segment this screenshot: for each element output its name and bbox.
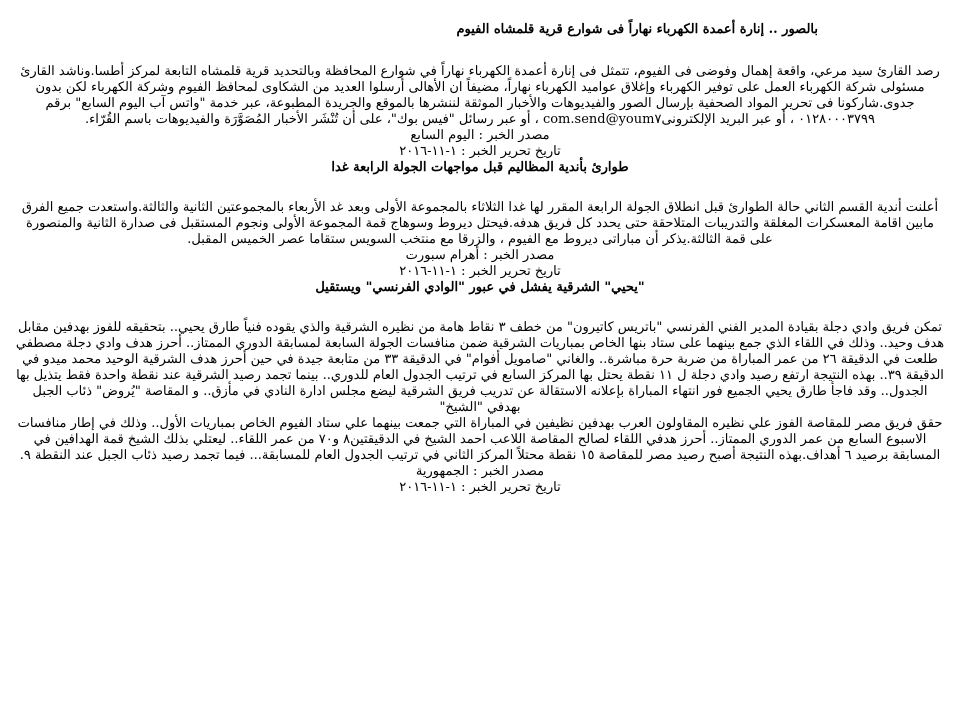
article-paragraph: تمكن فريق وادي دجلة بقيادة المدير الفني الفرنسي "باتريس كاتيرون" من خطف ٣ نقاط هامة من نظيره الشرقية والذي يقوده فنياً طارق يحيي.. بتحقيقه للفوز بهدفين مقابل هدف وحيد.. وذلك في اللقاء الذي جمع بينهما على ستاد بنها الخاص بمباريات الشرقية ضمن منافسات الجولة السابعة لمسابقة الدوري الممتاز.. أحرز هدف وادي دجلة مصطفي طلعت في الدقيقة ٢٦ من عمر المباراة من ضربة حرة مباشرة.. والغاني "صامويل أفوام" في الدقيقة ٣٣ من متابعة جيدة في حين أحرز هدف الشرقية الوحيد محمد ميدو في الدقيقة ٣٩.. بهذه النتيجة ارتفع رصيد وادي دجلة ل ١١ نقطة يحتل بها المركز السابع في ترتيب الجدول العام للدوري.. بينما تجمد رصيد الشرقية عند نقطة واحدة فقط يتذيل بها الجدول.. وقد فاجأ طارق يحيي الجميع فور انتهاء المباراة بإعلانه الاستقالة عن تدريب فريق الشرقية ليضع مجلس ادارة النادي في مأزق.. و المقاصة "يُروض" ذئاب الجبل بهدفي "الشيخ" [15,320,945,415]
article-sharqia-match [14,280,946,496]
article-date: تاريخ تحرير الخبر : ١-١١-٢٠١٦ [399,144,561,159]
article-date: تاريخ تحرير الخبر : ١-١١-٢٠١٦ [399,480,561,495]
article-source: مصدر الخبر : اليوم السابع [410,128,550,143]
article-second-division [14,160,946,280]
article-source: مصدر الخبر : أهرام سبورت [405,248,555,263]
article-electric-poles [14,22,946,160]
article-paragraph: حقق فريق مصر للمقاصة الفوز علي نظيره المقاولون العرب بهدفين نظيفين في المباراة التي جمعت بينهما علي ستاد الفيوم الخاص بمباريات الأول.. وذلك في إطار منافسات الاسبوع السابع من عمر الدوري الممتاز.. أحرز هدفي اللقاء لصالح المقاصة اللاعب احمد الشيخ في الدقيقتين٨ و٧٠ من عمر اللقاء.. ليعتلي بذلك الشيخ قمة الهدافين في المسابقة برصيد ٦ أهداف.بهذه النتيجة أصبح رصيد مصر للمقاصة ١٥ نقطة محتلاً المركز الثاني في ترتيب الجدول العام للمسابقة... فيما تجمد رصيد ذئاب الجبل عند النقطة ٩. [17,416,943,463]
article-source: مصدر الخبر : الجمهورية [415,464,545,479]
article-paragraph: رصد القارئ سيد مرعي، واقعة إهمال وفوضى فى الفيوم، تتمثل فى إنارة أعمدة الكهرباء نهاراً في شوارع المحافظة وبالتحديد قرية قلمشاه التابعة لمركز أطسا.وناشد القارئ مسئولى شركة الكهرباء العمل على توفير الكهرباء وإغلاق عواميد الكهرباء نهاراً، مضيفاً ان الأهالى أرسلوا العديد من الشكاوى لمحافظ الفيوم وشركة الكهرباء لكن بدون جدوى.شاركونا فى تحرير المواد الصحفية بإرسال الصور والفيديوهات والأخبار الموثقة لننشرها بالموقع والجريدة المطبوعة، عبر خدمة "واتس آب اليوم السابع" برقم ٠١٢٨٠٠٠٣٧٩٩ ، أو عبر البريد الإلكترونىsend@youm٧.com ، أو عبر رسائل "فيس بوك"، على أن تُنْشَر الأخبار المُصَوَّرَة والفيديوهات باسم القُرّاء. [20,64,940,127]
article-title: طوارئ بأندية المظاليم قبل مواجهات الجولة الرابعة غدا [331,160,629,175]
article-title: "يحيي" الشرقية يفشل في عبور "الوادي الفرنسي" ويستقيل [315,280,645,295]
article-paragraph: أعلنت أندية القسم الثاني حالة الطوارئ قبل انطلاق الجولة الرابعة المقرر لها غدا الثلاثاء بالمجموعة الأولى وبعد غد الأربعاء بالمجموعتين الثانية والثالثة.واستعدت جميع الفرق مابين اقامة المعسكرات المغلقة والتدريبات المتلاحقة حتى يحدد كل فريق هدفه.فيحتل ديروط وسوهاج قمة المجموعة الأولى ونجوم المستقبل فى صدارة الثانية والمنصورة على قمة الثالثة.يذكر أن مباراتى ديروط مع الفيوم ، والزرقا مع منتخب السويس ستقاما عصر الخميس المقبل. [21,200,939,247]
article-date: تاريخ تحرير الخبر : ١-١١-٢٠١٦ [399,264,561,279]
article-title: بالصور .. إنارة أعمدة الكهرباء نهاراً فى شوارع قرية قلمشاه الفيوم [456,22,818,37]
